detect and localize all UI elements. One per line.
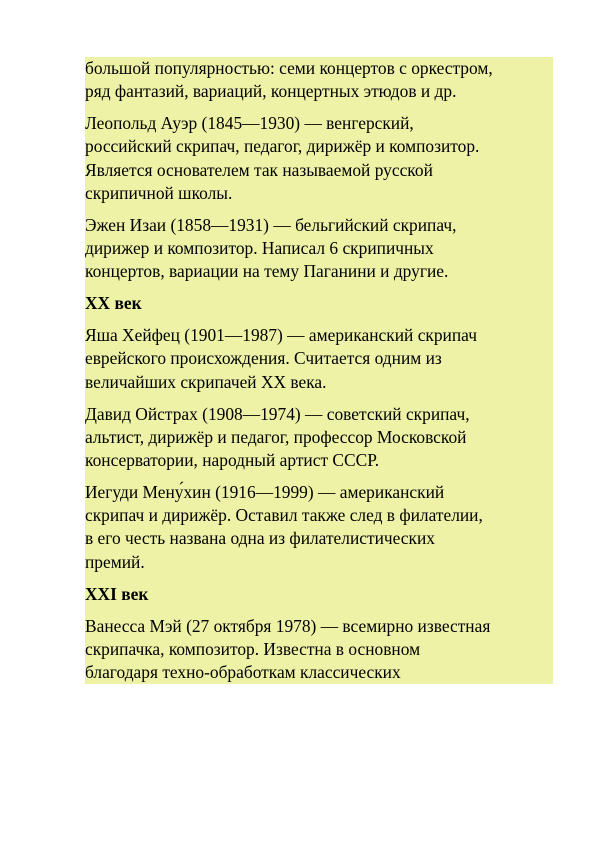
paragraph-intro — [85, 57, 553, 103]
paragraph-gap — [85, 472, 553, 481]
text-line: альтист, дирижёр и педагог, профессор Московской — [85, 426, 467, 447]
text-line: Яша Хейфец (1901—1987) — американский скрипач — [85, 325, 477, 346]
paragraph-gap — [85, 606, 553, 615]
paragraph-menuhin — [85, 481, 553, 574]
text-line: консерватории, народный артист СССР. — [85, 450, 380, 471]
text-line: Леопольд Ауэр (1845—1930) — венгерский, — [85, 113, 414, 134]
text-line: скрипач и дирижёр. Оставил также след в филателии, — [85, 505, 483, 526]
text-line: ряд фантазий, вариаций, концертных этюдов и др. — [85, 81, 457, 102]
text-line: премий. — [85, 551, 145, 572]
text-line: благодаря техно-обработкам классических — [85, 662, 401, 683]
text-line: еврейского происхождения. Считается одним из — [85, 348, 442, 369]
paragraph-ysaye — [85, 214, 553, 284]
heading-text: XX век — [85, 293, 142, 314]
text-line: в его честь названа одна из филателистических — [85, 528, 435, 549]
text-line: концертов, вариации на тему Паганини и другие. — [85, 261, 449, 282]
heading-20th-century — [85, 292, 553, 315]
paragraph-gap — [85, 315, 553, 324]
paragraph-oistrakh — [85, 403, 553, 473]
paragraph-auer — [85, 112, 553, 205]
paragraph-gap — [85, 574, 553, 583]
text-line: Давид Ойстрах (1908—1974) — советский скрипач, — [85, 403, 470, 424]
paragraph-gap — [85, 283, 553, 292]
document-content — [85, 57, 553, 684]
heading-21st-century — [85, 583, 553, 606]
text-line: российский скрипач, педагог, дирижёр и композитор. — [85, 136, 480, 157]
text-line: Ванесса Мэй (27 октября 1978) — всемирно известная — [85, 615, 491, 636]
text-line: большой популярностью: семи концертов с оркестром, — [85, 58, 493, 78]
text-line: величайших скрипачей XX века. — [85, 371, 327, 392]
paragraph-heifetz — [85, 324, 553, 394]
text-line: Иегуди Мену́хин (1916—1999) — американский — [85, 482, 445, 503]
text-line: Является основателем так называемой русской — [85, 159, 433, 180]
paragraph-gap — [85, 103, 553, 112]
paragraph-gap — [85, 394, 553, 403]
paragraph-gap — [85, 205, 553, 214]
text-line: скрипичной школы. — [85, 182, 233, 203]
heading-text: XXI век — [85, 583, 149, 604]
text-line: Эжен Изаи (1858—1931) — бельгийский скрипач, — [85, 214, 457, 235]
text-line: скрипачка, композитор. Известна в основном — [85, 638, 421, 659]
text-line: дирижер и композитор. Написал 6 скрипичных — [85, 238, 434, 259]
paragraph-mae — [85, 615, 553, 685]
